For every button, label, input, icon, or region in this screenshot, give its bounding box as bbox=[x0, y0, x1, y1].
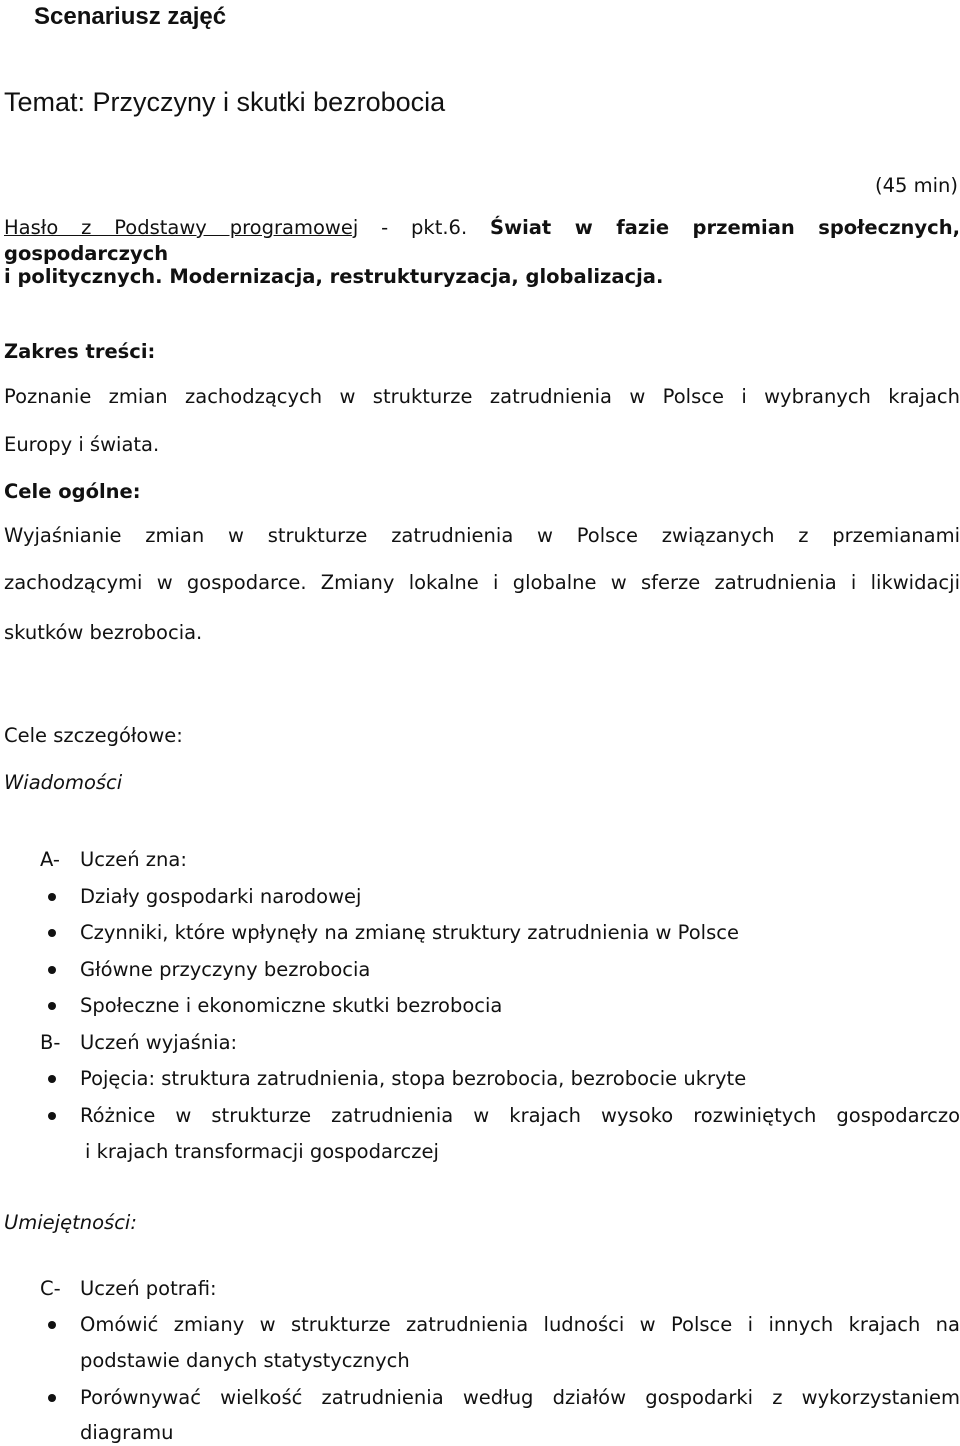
detailed-goals-heading: Cele szczegółowe: bbox=[4, 724, 183, 747]
scope-text-line-2: Europy i świata. bbox=[4, 433, 160, 456]
document-title: Scenariusz zajęć bbox=[34, 3, 227, 30]
section-b-mark: B- bbox=[40, 1031, 61, 1054]
lesson-duration: (45 min) bbox=[875, 174, 958, 197]
lesson-topic: Temat: Przyczyny i skutki bezrobocia bbox=[4, 87, 446, 117]
curriculum-line-1 bbox=[4, 215, 960, 267]
curriculum-point: - pkt.6. bbox=[358, 216, 491, 239]
curriculum-label: Hasło z Podstawy programowej bbox=[4, 216, 359, 239]
list-item: Omówić zmiany w strukturze zatrudnienia ludności w Polsce i innych krajach na bbox=[80, 1313, 960, 1336]
general-goals-line-3: skutków bezrobocia. bbox=[4, 621, 203, 644]
general-goals-heading: Cele ogólne: bbox=[4, 480, 141, 503]
bullet-icon bbox=[48, 1321, 56, 1329]
list-item: Społeczne i ekonomiczne skutki bezrobocia bbox=[80, 994, 503, 1017]
bullet-icon bbox=[48, 1075, 56, 1083]
section-a-label: Uczeń zna: bbox=[80, 848, 187, 871]
bullet-icon bbox=[48, 893, 56, 901]
section-b-label: Uczeń wyjaśnia: bbox=[80, 1031, 238, 1054]
bullet-icon bbox=[48, 1002, 56, 1010]
curriculum-heading: Świat w fazie przemian społecznych, gospodarczych bbox=[4, 216, 960, 265]
knowledge-heading: Wiadomości bbox=[4, 771, 123, 794]
list-item: Różnice w strukturze zatrudnienia w krajach wysoko rozwiniętych gospodarczo bbox=[80, 1104, 960, 1127]
general-goals-line-2: zachodzącymi w gospodarce. Zmiany lokalne i globalne w sferze zatrudnienia i likwidacji bbox=[4, 571, 960, 594]
section-c-mark: C- bbox=[40, 1277, 61, 1300]
list-item: Działy gospodarki narodowej bbox=[80, 885, 362, 908]
general-goals-line-1: Wyjaśnianie zmian w strukturze zatrudnienia w Polsce związanych z przemianami bbox=[4, 524, 960, 547]
section-a-mark: A- bbox=[40, 848, 60, 871]
scope-text-line-1: Poznanie zmian zachodzących w strukturze zatrudnienia w Polsce i wybranych krajach bbox=[4, 385, 960, 408]
section-c-label: Uczeń potrafi: bbox=[80, 1277, 217, 1300]
bullet-icon bbox=[48, 929, 56, 937]
scope-heading: Zakres treści: bbox=[4, 340, 156, 363]
list-item: Główne przyczyny bezrobocia bbox=[80, 958, 371, 981]
skills-heading: Umiejętności: bbox=[4, 1211, 137, 1234]
list-item: Czynniki, które wpłynęły na zmianę struktury zatrudnienia w Polsce bbox=[80, 921, 739, 944]
curriculum-line-2: i politycznych. Modernizacja, restrukturyzacja, globalizacja. bbox=[4, 265, 664, 288]
list-item-continuation: podstawie danych statystycznych bbox=[80, 1349, 410, 1372]
list-item-continuation: i krajach transformacji gospodarczej bbox=[85, 1140, 439, 1163]
bullet-icon bbox=[48, 1112, 56, 1120]
bullet-icon bbox=[48, 966, 56, 974]
bullet-icon bbox=[48, 1394, 56, 1402]
list-item-continuation: diagramu bbox=[80, 1421, 174, 1444]
list-item: Pojęcia: struktura zatrudnienia, stopa bezrobocia, bezrobocie ukryte bbox=[80, 1067, 747, 1090]
list-item: Porównywać wielkość zatrudnienia według działów gospodarki z wykorzystaniem bbox=[80, 1386, 960, 1409]
